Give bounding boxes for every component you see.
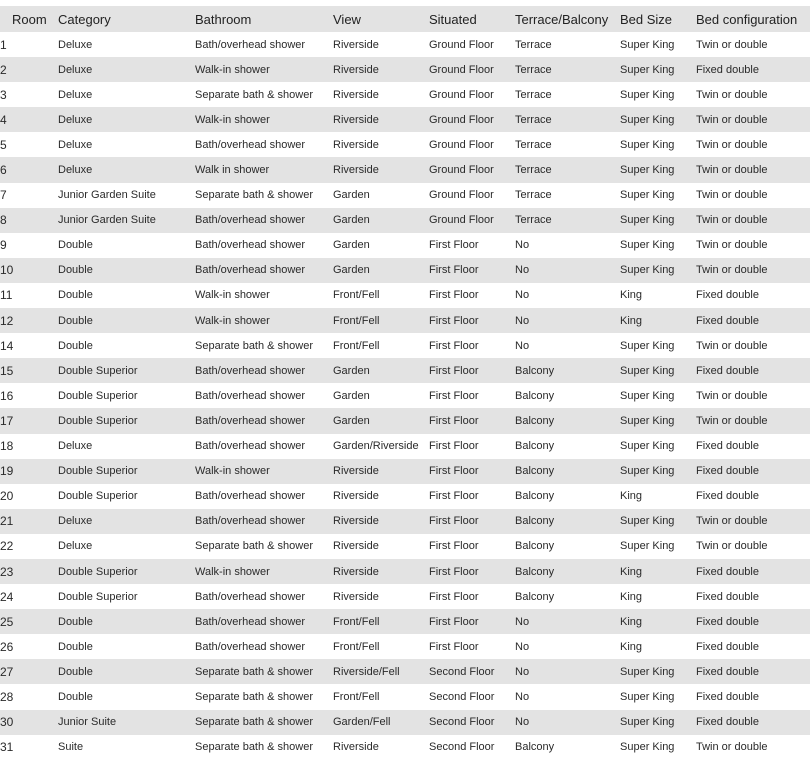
cell-bathroom: Walk-in shower	[195, 283, 333, 308]
cell-room: 5	[0, 132, 58, 157]
table-row	[0, 82, 810, 107]
table-row	[0, 434, 810, 459]
cell-bed-size: Super King	[620, 82, 696, 107]
cell-bed-configuration: Twin or double	[696, 157, 810, 182]
cell-bathroom: Bath/overhead shower	[195, 509, 333, 534]
cell-room: 19	[0, 459, 58, 484]
cell-bathroom: Bath/overhead shower	[195, 484, 333, 509]
cell-terrace-balcony: No	[515, 659, 620, 684]
cell-bed-configuration: Twin or double	[696, 107, 810, 132]
cell-bed-configuration: Fixed double	[696, 584, 810, 609]
cell-situated: Ground Floor	[429, 208, 515, 233]
cell-category: Deluxe	[58, 434, 195, 459]
cell-room: 18	[0, 434, 58, 459]
table-row	[0, 157, 810, 182]
table-row	[0, 534, 810, 559]
cell-situated: First Floor	[429, 233, 515, 258]
cell-bed-size: Super King	[620, 735, 696, 760]
cell-room: 27	[0, 659, 58, 684]
cell-view: Riverside	[333, 534, 429, 559]
cell-bed-configuration: Twin or double	[696, 509, 810, 534]
cell-bathroom: Separate bath & shower	[195, 534, 333, 559]
cell-bed-size: Super King	[620, 57, 696, 82]
header-bathroom: Bathroom	[195, 6, 333, 32]
cell-view: Front/Fell	[333, 609, 429, 634]
cell-room: 4	[0, 107, 58, 132]
cell-view: Garden/Fell	[333, 710, 429, 735]
cell-category: Double Superior	[58, 484, 195, 509]
cell-bathroom: Walk-in shower	[195, 308, 333, 333]
cell-bathroom: Bath/overhead shower	[195, 258, 333, 283]
cell-terrace-balcony: Balcony	[515, 434, 620, 459]
cell-terrace-balcony: Balcony	[515, 534, 620, 559]
cell-bed-size: Super King	[620, 32, 696, 57]
cell-view: Riverside	[333, 459, 429, 484]
cell-bed-configuration: Fixed double	[696, 283, 810, 308]
cell-room: 26	[0, 634, 58, 659]
cell-view: Riverside	[333, 157, 429, 182]
cell-situated: First Floor	[429, 609, 515, 634]
cell-view: Riverside	[333, 107, 429, 132]
cell-category: Double Superior	[58, 408, 195, 433]
cell-category: Double	[58, 659, 195, 684]
table-row	[0, 233, 810, 258]
cell-category: Deluxe	[58, 107, 195, 132]
table-row	[0, 308, 810, 333]
cell-bathroom: Separate bath & shower	[195, 710, 333, 735]
cell-bathroom: Separate bath & shower	[195, 82, 333, 107]
cell-category: Double	[58, 634, 195, 659]
cell-view: Garden	[333, 408, 429, 433]
header-view: View	[333, 6, 429, 32]
cell-category: Double Superior	[58, 559, 195, 584]
table-row	[0, 283, 810, 308]
cell-situated: First Floor	[429, 283, 515, 308]
header-situated: Situated	[429, 6, 515, 32]
cell-room: 21	[0, 509, 58, 534]
cell-bathroom: Separate bath & shower	[195, 183, 333, 208]
cell-category: Suite	[58, 735, 195, 760]
table-row	[0, 57, 810, 82]
cell-terrace-balcony: Terrace	[515, 107, 620, 132]
table-row	[0, 684, 810, 709]
cell-bed-size: Super King	[620, 509, 696, 534]
cell-bed-configuration: Twin or double	[696, 132, 810, 157]
cell-terrace-balcony: No	[515, 333, 620, 358]
table-row	[0, 584, 810, 609]
cell-bed-configuration: Fixed double	[696, 57, 810, 82]
cell-room: 10	[0, 258, 58, 283]
cell-category: Junior Garden Suite	[58, 208, 195, 233]
cell-bed-size: Super King	[620, 233, 696, 258]
cell-category: Double Superior	[58, 584, 195, 609]
cell-category: Double	[58, 609, 195, 634]
table-row	[0, 634, 810, 659]
cell-situated: Ground Floor	[429, 32, 515, 57]
cell-category: Double	[58, 684, 195, 709]
cell-terrace-balcony: No	[515, 258, 620, 283]
cell-bathroom: Bath/overhead shower	[195, 233, 333, 258]
header-row	[0, 6, 810, 32]
cell-terrace-balcony: Terrace	[515, 57, 620, 82]
cell-category: Deluxe	[58, 32, 195, 57]
table-row	[0, 333, 810, 358]
cell-category: Deluxe	[58, 57, 195, 82]
cell-bed-size: Super King	[620, 358, 696, 383]
cell-bed-size: Super King	[620, 408, 696, 433]
cell-bed-configuration: Twin or double	[696, 258, 810, 283]
cell-bed-configuration: Twin or double	[696, 383, 810, 408]
cell-category: Junior Garden Suite	[58, 183, 195, 208]
cell-bed-configuration: Twin or double	[696, 534, 810, 559]
cell-terrace-balcony: Balcony	[515, 559, 620, 584]
cell-room: 22	[0, 534, 58, 559]
cell-situated: First Floor	[429, 509, 515, 534]
cell-bed-size: King	[620, 634, 696, 659]
cell-room: 2	[0, 57, 58, 82]
cell-terrace-balcony: Balcony	[515, 408, 620, 433]
cell-view: Garden	[333, 183, 429, 208]
cell-view: Garden	[333, 233, 429, 258]
cell-bathroom: Bath/overhead shower	[195, 434, 333, 459]
table-row	[0, 132, 810, 157]
table-row	[0, 509, 810, 534]
cell-room: 11	[0, 283, 58, 308]
table-row	[0, 183, 810, 208]
cell-bed-size: King	[620, 283, 696, 308]
cell-situated: Ground Floor	[429, 107, 515, 132]
cell-view: Front/Fell	[333, 634, 429, 659]
cell-bathroom: Bath/overhead shower	[195, 32, 333, 57]
cell-bed-configuration: Twin or double	[696, 183, 810, 208]
cell-bed-configuration: Twin or double	[696, 233, 810, 258]
table-row	[0, 32, 810, 57]
cell-bed-configuration: Fixed double	[696, 684, 810, 709]
cell-situated: Second Floor	[429, 735, 515, 760]
cell-bed-configuration: Fixed double	[696, 559, 810, 584]
cell-bed-configuration: Fixed double	[696, 659, 810, 684]
cell-category: Double	[58, 283, 195, 308]
cell-room: 6	[0, 157, 58, 182]
table-row	[0, 609, 810, 634]
cell-bathroom: Separate bath & shower	[195, 684, 333, 709]
cell-bed-configuration: Fixed double	[696, 308, 810, 333]
cell-bed-size: Super King	[620, 383, 696, 408]
cell-bed-configuration: Fixed double	[696, 710, 810, 735]
cell-bed-size: Super King	[620, 132, 696, 157]
cell-bed-size: Super King	[620, 208, 696, 233]
cell-bed-size: Super King	[620, 107, 696, 132]
cell-situated: First Floor	[429, 534, 515, 559]
cell-category: Double	[58, 333, 195, 358]
cell-room: 20	[0, 484, 58, 509]
cell-situated: First Floor	[429, 584, 515, 609]
cell-view: Garden/Riverside	[333, 434, 429, 459]
cell-room: 8	[0, 208, 58, 233]
cell-situated: First Floor	[429, 308, 515, 333]
cell-terrace-balcony: No	[515, 710, 620, 735]
cell-bathroom: Bath/overhead shower	[195, 132, 333, 157]
cell-bed-configuration: Twin or double	[696, 82, 810, 107]
cell-terrace-balcony: Terrace	[515, 32, 620, 57]
table-row	[0, 358, 810, 383]
cell-bed-configuration: Fixed double	[696, 459, 810, 484]
cell-bed-configuration: Fixed double	[696, 358, 810, 383]
cell-bed-size: Super King	[620, 534, 696, 559]
cell-bathroom: Bath/overhead shower	[195, 634, 333, 659]
cell-terrace-balcony: Terrace	[515, 208, 620, 233]
cell-bathroom: Bath/overhead shower	[195, 584, 333, 609]
table-row	[0, 484, 810, 509]
table-header	[0, 6, 810, 32]
cell-bathroom: Separate bath & shower	[195, 735, 333, 760]
cell-bed-size: King	[620, 559, 696, 584]
cell-category: Deluxe	[58, 82, 195, 107]
cell-situated: First Floor	[429, 484, 515, 509]
cell-situated: First Floor	[429, 358, 515, 383]
table-row	[0, 408, 810, 433]
cell-room: 12	[0, 308, 58, 333]
cell-bathroom: Bath/overhead shower	[195, 408, 333, 433]
cell-bed-size: Super King	[620, 434, 696, 459]
table-row	[0, 258, 810, 283]
cell-category: Deluxe	[58, 157, 195, 182]
cell-view: Front/Fell	[333, 283, 429, 308]
cell-view: Riverside	[333, 584, 429, 609]
cell-bed-size: Super King	[620, 333, 696, 358]
cell-situated: Second Floor	[429, 659, 515, 684]
cell-room: 24	[0, 584, 58, 609]
cell-bed-size: Super King	[620, 710, 696, 735]
cell-view: Riverside	[333, 509, 429, 534]
cell-room: 17	[0, 408, 58, 433]
cell-view: Garden	[333, 383, 429, 408]
cell-bed-size: Super King	[620, 157, 696, 182]
cell-terrace-balcony: Balcony	[515, 509, 620, 534]
cell-bed-size: King	[620, 484, 696, 509]
cell-bed-size: King	[620, 609, 696, 634]
table-row	[0, 735, 810, 760]
cell-view: Riverside	[333, 57, 429, 82]
cell-terrace-balcony: No	[515, 634, 620, 659]
cell-terrace-balcony: Balcony	[515, 735, 620, 760]
cell-view: Garden	[333, 358, 429, 383]
cell-category: Double	[58, 233, 195, 258]
table-row	[0, 559, 810, 584]
cell-terrace-balcony: Balcony	[515, 484, 620, 509]
header-category: Category	[58, 6, 195, 32]
cell-view: Riverside/Fell	[333, 659, 429, 684]
cell-view: Front/Fell	[333, 308, 429, 333]
cell-bathroom: Bath/overhead shower	[195, 609, 333, 634]
cell-bed-size: Super King	[620, 258, 696, 283]
cell-room: 30	[0, 710, 58, 735]
cell-situated: First Floor	[429, 459, 515, 484]
cell-terrace-balcony: No	[515, 233, 620, 258]
cell-category: Double	[58, 308, 195, 333]
cell-room: 23	[0, 559, 58, 584]
header-bed-size: Bed Size	[620, 6, 696, 32]
cell-category: Deluxe	[58, 132, 195, 157]
cell-situated: Second Floor	[429, 684, 515, 709]
cell-bed-size: Super King	[620, 459, 696, 484]
cell-view: Front/Fell	[333, 333, 429, 358]
cell-bed-configuration: Fixed double	[696, 634, 810, 659]
cell-room: 7	[0, 183, 58, 208]
cell-bed-configuration: Twin or double	[696, 333, 810, 358]
cell-bathroom: Bath/overhead shower	[195, 358, 333, 383]
cell-terrace-balcony: Terrace	[515, 183, 620, 208]
cell-room: 15	[0, 358, 58, 383]
cell-category: Double Superior	[58, 383, 195, 408]
table-row	[0, 710, 810, 735]
cell-terrace-balcony: Balcony	[515, 358, 620, 383]
cell-bathroom: Separate bath & shower	[195, 333, 333, 358]
table-body	[0, 32, 810, 760]
cell-terrace-balcony: No	[515, 308, 620, 333]
cell-bed-configuration: Twin or double	[696, 408, 810, 433]
cell-bathroom: Bath/overhead shower	[195, 208, 333, 233]
cell-bed-configuration: Fixed double	[696, 434, 810, 459]
cell-bed-configuration: Twin or double	[696, 208, 810, 233]
room-table	[0, 6, 810, 760]
cell-situated: Second Floor	[429, 710, 515, 735]
cell-bathroom: Bath/overhead shower	[195, 383, 333, 408]
cell-room: 25	[0, 609, 58, 634]
header-room: Room	[0, 6, 58, 32]
cell-bed-size: King	[620, 308, 696, 333]
cell-bathroom: Walk-in shower	[195, 57, 333, 82]
cell-bathroom: Walk in shower	[195, 157, 333, 182]
table-row	[0, 107, 810, 132]
table-row	[0, 459, 810, 484]
cell-bed-configuration: Twin or double	[696, 32, 810, 57]
cell-view: Garden	[333, 208, 429, 233]
cell-bathroom: Separate bath & shower	[195, 659, 333, 684]
cell-bed-size: Super King	[620, 684, 696, 709]
cell-situated: Ground Floor	[429, 132, 515, 157]
cell-terrace-balcony: Terrace	[515, 82, 620, 107]
cell-category: Junior Suite	[58, 710, 195, 735]
cell-category: Deluxe	[58, 534, 195, 559]
cell-bed-size: Super King	[620, 183, 696, 208]
cell-view: Garden	[333, 258, 429, 283]
cell-room: 9	[0, 233, 58, 258]
cell-view: Riverside	[333, 132, 429, 157]
cell-bed-size: Super King	[620, 659, 696, 684]
cell-terrace-balcony: Terrace	[515, 132, 620, 157]
cell-situated: First Floor	[429, 634, 515, 659]
cell-bed-configuration: Fixed double	[696, 484, 810, 509]
header-bed-configuration: Bed configuration	[696, 6, 810, 32]
cell-category: Double Superior	[58, 358, 195, 383]
cell-category: Double	[58, 258, 195, 283]
cell-bathroom: Walk-in shower	[195, 459, 333, 484]
cell-category: Double Superior	[58, 459, 195, 484]
cell-bed-configuration: Twin or double	[696, 735, 810, 760]
table-row	[0, 659, 810, 684]
cell-situated: Ground Floor	[429, 183, 515, 208]
cell-room: 3	[0, 82, 58, 107]
cell-situated: Ground Floor	[429, 57, 515, 82]
cell-situated: First Floor	[429, 258, 515, 283]
cell-situated: First Floor	[429, 559, 515, 584]
cell-bathroom: Walk-in shower	[195, 559, 333, 584]
cell-room: 14	[0, 333, 58, 358]
cell-terrace-balcony: Terrace	[515, 157, 620, 182]
cell-terrace-balcony: No	[515, 609, 620, 634]
cell-terrace-balcony: Balcony	[515, 584, 620, 609]
cell-bed-size: King	[620, 584, 696, 609]
cell-situated: First Floor	[429, 408, 515, 433]
cell-situated: Ground Floor	[429, 157, 515, 182]
cell-terrace-balcony: No	[515, 684, 620, 709]
table-row	[0, 208, 810, 233]
header-terrace-balcony: Terrace/Balcony	[515, 6, 620, 32]
cell-terrace-balcony: Balcony	[515, 383, 620, 408]
cell-terrace-balcony: Balcony	[515, 459, 620, 484]
cell-situated: First Floor	[429, 434, 515, 459]
cell-view: Front/Fell	[333, 684, 429, 709]
cell-view: Riverside	[333, 32, 429, 57]
cell-view: Riverside	[333, 82, 429, 107]
cell-category: Deluxe	[58, 509, 195, 534]
cell-view: Riverside	[333, 484, 429, 509]
cell-room: 31	[0, 735, 58, 760]
cell-situated: First Floor	[429, 383, 515, 408]
cell-room: 28	[0, 684, 58, 709]
cell-view: Riverside	[333, 559, 429, 584]
cell-view: Riverside	[333, 735, 429, 760]
cell-situated: First Floor	[429, 333, 515, 358]
cell-situated: Ground Floor	[429, 82, 515, 107]
cell-room: 1	[0, 32, 58, 57]
cell-bathroom: Walk-in shower	[195, 107, 333, 132]
cell-terrace-balcony: No	[515, 283, 620, 308]
cell-bed-configuration: Fixed double	[696, 609, 810, 634]
table-row	[0, 383, 810, 408]
cell-room: 16	[0, 383, 58, 408]
